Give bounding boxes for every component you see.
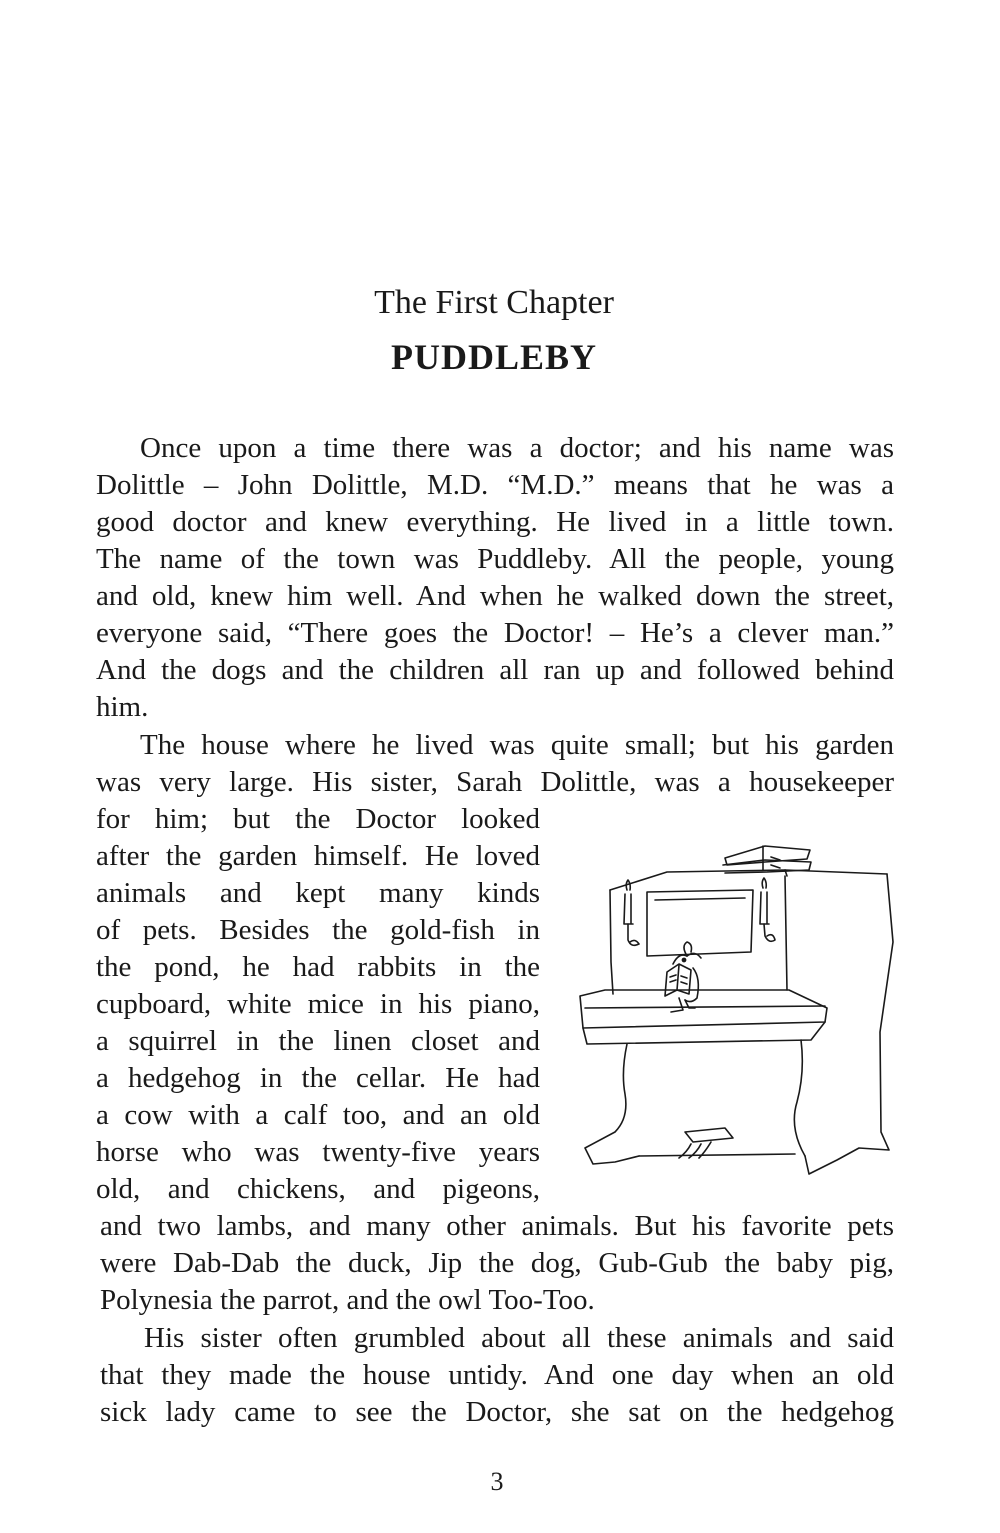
text-line: The name of the town was Puddleby. All the people, young — [96, 543, 894, 575]
text-line: good doctor and knew everything. He lived in a little town. — [96, 506, 894, 538]
text-line: a cow with a calf too, and an old — [96, 1099, 540, 1131]
text-line: the pond, he had rabbits in the — [96, 951, 540, 983]
text-line: old, and chickens, and pigeons, — [96, 1173, 540, 1205]
text-line: that they made the house untidy. And one day when an old — [100, 1359, 894, 1391]
text-line: Dolittle – John Dolittle, M.D. “M.D.” means that he was a — [96, 469, 894, 501]
chapter-label: The First Chapter — [374, 284, 614, 321]
text-line: everyone said, “There goes the Doctor! – He’s a clever man.” — [96, 617, 894, 649]
text-line: Polynesia the parrot, and the owl Too-Too. — [100, 1284, 595, 1316]
text-line: and old, knew him well. And when he walked down the street, — [96, 580, 894, 612]
text-line: His sister often grumbled about all these animals and said — [144, 1322, 894, 1354]
piano-mouse-illustration — [575, 832, 895, 1180]
text-line: The house where he lived was quite small; but his garden — [140, 729, 894, 761]
page-number: 3 — [490, 1467, 504, 1496]
text-line: a hedgehog in the cellar. He had — [96, 1062, 540, 1094]
text-line: of pets. Besides the gold-fish in — [96, 914, 540, 946]
text-line: him. — [96, 691, 149, 723]
text-line: and two lambs, and many other animals. But his favorite pets — [100, 1210, 894, 1242]
text-line: sick lady came to see the Doctor, she sat on the hedgehog — [100, 1396, 894, 1428]
text-line: Once upon a time there was a doctor; and his name was — [140, 432, 894, 464]
text-line: horse who was twenty-five years — [96, 1136, 540, 1168]
text-line: a squirrel in the linen closet and — [96, 1025, 540, 1057]
text-line: And the dogs and the children all ran up and followed behind — [96, 654, 894, 686]
chapter-title: PUDDLEBY — [390, 337, 598, 377]
text-line: was very large. His sister, Sarah Dolittle, was a housekeeper — [96, 766, 894, 798]
text-line: were Dab-Dab the duck, Jip the dog, Gub-Gub the baby pig, — [100, 1247, 894, 1279]
text-line: cupboard, white mice in his piano, — [96, 988, 540, 1020]
text-line: animals and kept many kinds — [96, 877, 540, 909]
text-line: after the garden himself. He loved — [96, 840, 540, 872]
text-line: for him; but the Doctor looked — [96, 803, 540, 835]
